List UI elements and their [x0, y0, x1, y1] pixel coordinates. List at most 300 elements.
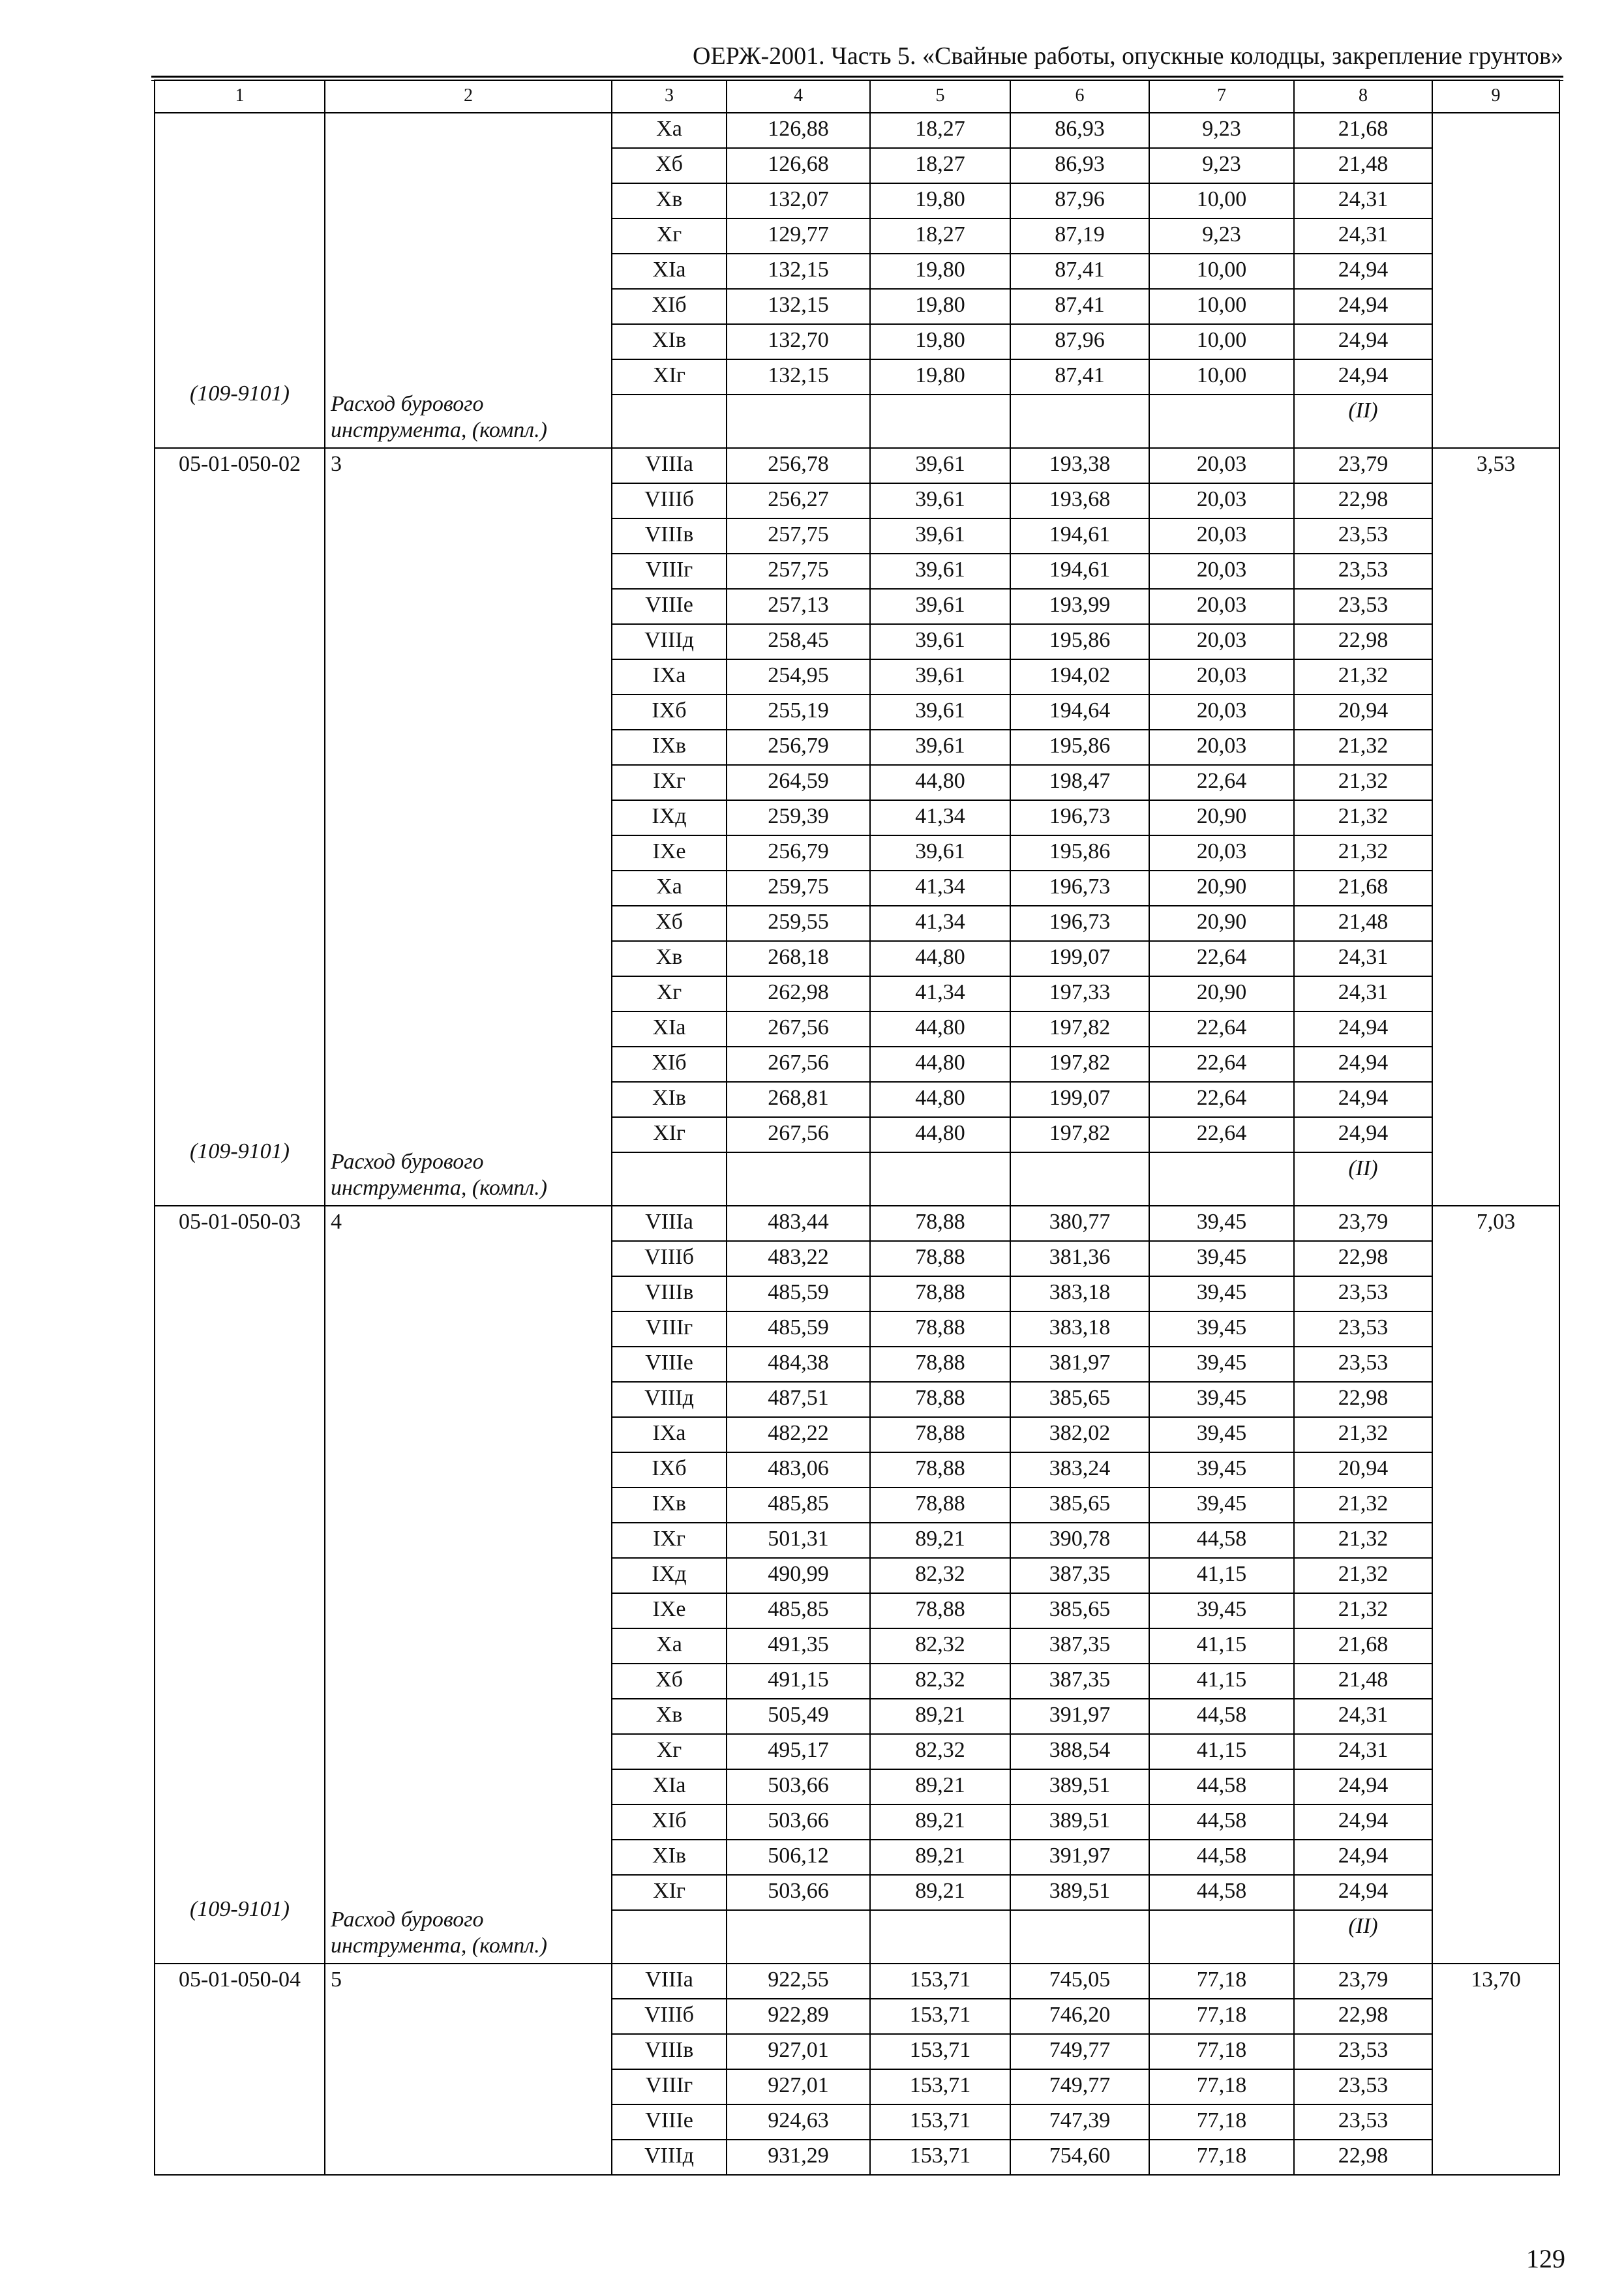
- value-cell: 78,88: [870, 1417, 1010, 1452]
- rate-code: 05-01-050-02: [179, 452, 301, 476]
- value-cell: 44,80: [870, 941, 1010, 976]
- value-cell: 195,86: [1010, 835, 1149, 871]
- soil-group-cell: IXб: [612, 695, 727, 730]
- value-cell: 21,48: [1294, 1664, 1432, 1699]
- value-cell: 78,88: [870, 1347, 1010, 1382]
- empty-cell: [727, 395, 870, 448]
- value-cell: 44,80: [870, 1117, 1010, 1152]
- value-cell: 385,65: [1010, 1593, 1149, 1628]
- value-cell: 22,64: [1149, 941, 1294, 976]
- value-cell: 78,88: [870, 1311, 1010, 1347]
- value-cell: 19,80: [870, 183, 1010, 218]
- soil-group-cell: XIв: [612, 1840, 727, 1875]
- value-cell: 44,58: [1149, 1804, 1294, 1840]
- value-cell: 23,79: [1294, 1964, 1432, 1999]
- rates-table: [154, 80, 1560, 2176]
- value-cell: 41,34: [870, 906, 1010, 941]
- rate-code: 05-01-050-04: [179, 1967, 301, 1992]
- value-cell: 485,85: [727, 1593, 870, 1628]
- empty-cell: [1149, 395, 1294, 448]
- value-cell: 39,61: [870, 730, 1010, 765]
- value-cell: 41,15: [1149, 1558, 1294, 1593]
- value-cell: 44,80: [870, 765, 1010, 800]
- group-code-cell: [155, 448, 325, 1206]
- value-cell: 18,27: [870, 218, 1010, 254]
- value-cell: 257,75: [727, 518, 870, 554]
- value-cell: 9,23: [1149, 148, 1294, 183]
- soil-group-cell: Xв: [612, 941, 727, 976]
- value-cell: 197,82: [1010, 1011, 1149, 1047]
- soil-group-cell: IXд: [612, 800, 727, 835]
- value-cell: 39,61: [870, 835, 1010, 871]
- value-cell: 194,61: [1010, 518, 1149, 554]
- column-header-4: 4: [727, 80, 870, 113]
- soil-group-cell: Xг: [612, 218, 727, 254]
- value-cell: 41,34: [870, 800, 1010, 835]
- value-cell: 20,03: [1149, 730, 1294, 765]
- table-row: [155, 1964, 1559, 1999]
- column-header-1: 1: [155, 80, 325, 113]
- resource-code: (109-9101): [190, 1897, 290, 1921]
- value-cell: 23,53: [1294, 1311, 1432, 1347]
- value-cell: 927,01: [727, 2069, 870, 2104]
- soil-group-cell: XIб: [612, 1047, 727, 1082]
- value-cell: 927,01: [727, 2034, 870, 2069]
- value-cell: 385,65: [1010, 1488, 1149, 1523]
- soil-group-cell: XIв: [612, 324, 727, 359]
- value-cell: 23,79: [1294, 448, 1432, 483]
- value-cell: 153,71: [870, 1999, 1010, 2034]
- value-cell: 196,73: [1010, 800, 1149, 835]
- value-cell: 23,53: [1294, 1276, 1432, 1311]
- value-cell: 254,95: [727, 659, 870, 695]
- value-cell: 381,97: [1010, 1347, 1149, 1382]
- value-cell: 389,51: [1010, 1769, 1149, 1804]
- group-code-cell: [155, 1206, 325, 1964]
- value-cell: 39,45: [1149, 1382, 1294, 1417]
- value-cell: 256,79: [727, 835, 870, 871]
- empty-cell: [1010, 1152, 1149, 1206]
- value-cell: 24,31: [1294, 218, 1432, 254]
- value-cell: 87,96: [1010, 183, 1149, 218]
- value-cell: 22,64: [1149, 765, 1294, 800]
- resource-name: Расход бурового инструмента, (компл.): [331, 1908, 547, 1958]
- value-cell: 389,51: [1010, 1875, 1149, 1910]
- value-cell: 255,19: [727, 695, 870, 730]
- value-cell: 82,32: [870, 1664, 1010, 1699]
- value-cell: 487,51: [727, 1382, 870, 1417]
- value-cell: 267,56: [727, 1047, 870, 1082]
- value-cell: 39,45: [1149, 1241, 1294, 1276]
- value-cell: 922,89: [727, 1999, 870, 2034]
- value-cell: 268,18: [727, 941, 870, 976]
- value-cell: 194,64: [1010, 695, 1149, 730]
- value-cell: 20,03: [1149, 695, 1294, 730]
- value-cell: 196,73: [1010, 871, 1149, 906]
- value-cell: 193,38: [1010, 448, 1149, 483]
- value-cell: 129,77: [727, 218, 870, 254]
- value-cell: 924,63: [727, 2104, 870, 2140]
- value-cell: 391,97: [1010, 1699, 1149, 1734]
- value-cell: 153,71: [870, 2140, 1010, 2175]
- soil-group-cell: VIIIб: [612, 1241, 727, 1276]
- resource-name: Расход бурового инструмента, (компл.): [331, 1150, 547, 1200]
- soil-group-cell: VIIIe: [612, 589, 727, 624]
- resource-category-cell: (II): [1294, 1910, 1432, 1964]
- value-cell: 383,18: [1010, 1311, 1149, 1347]
- value-cell: 39,45: [1149, 1347, 1294, 1382]
- soil-group-cell: IXб: [612, 1452, 727, 1488]
- page-number: 129: [1526, 2244, 1565, 2273]
- empty-cell: [870, 1152, 1010, 1206]
- value-cell: 503,66: [727, 1769, 870, 1804]
- empty-cell: [727, 1910, 870, 1964]
- table-row: [155, 113, 1559, 148]
- value-cell: 483,22: [727, 1241, 870, 1276]
- soil-group-cell: IXe: [612, 1593, 727, 1628]
- value-cell: 23,53: [1294, 589, 1432, 624]
- soil-group-cell: IXд: [612, 1558, 727, 1593]
- value-cell: 391,97: [1010, 1840, 1149, 1875]
- soil-group-cell: XIa: [612, 1769, 727, 1804]
- rate-code: 05-01-050-03: [179, 1210, 301, 1234]
- value-cell: 196,73: [1010, 906, 1149, 941]
- value-cell: 257,13: [727, 589, 870, 624]
- value-cell: 199,07: [1010, 1082, 1149, 1117]
- value-cell: 87,96: [1010, 324, 1149, 359]
- value-cell: 256,78: [727, 448, 870, 483]
- soil-group-cell: XIa: [612, 1011, 727, 1047]
- value-cell: 387,35: [1010, 1664, 1149, 1699]
- value-cell: 78,88: [870, 1452, 1010, 1488]
- soil-group-cell: XIa: [612, 254, 727, 289]
- value-cell: 21,32: [1294, 765, 1432, 800]
- value-cell: 922,55: [727, 1964, 870, 1999]
- value-cell: 78,88: [870, 1206, 1010, 1241]
- value-cell: 23,53: [1294, 1347, 1432, 1382]
- empty-cell: [612, 395, 727, 448]
- value-cell: 22,64: [1149, 1047, 1294, 1082]
- value-cell: 18,27: [870, 148, 1010, 183]
- value-cell: 745,05: [1010, 1964, 1149, 1999]
- value-cell: 268,81: [727, 1082, 870, 1117]
- value-cell: 41,34: [870, 871, 1010, 906]
- value-cell: 749,77: [1010, 2069, 1149, 2104]
- rate-name: 4: [331, 1210, 342, 1234]
- value-cell: 22,98: [1294, 1382, 1432, 1417]
- resource-name: Расход бурового инструмента, (компл.): [331, 392, 547, 442]
- value-cell: 78,88: [870, 1593, 1010, 1628]
- empty-cell: [1010, 1910, 1149, 1964]
- soil-group-cell: Xб: [612, 1664, 727, 1699]
- value-cell: 256,27: [727, 483, 870, 518]
- soil-group-cell: IXa: [612, 1417, 727, 1452]
- value-cell: 77,18: [1149, 1964, 1294, 1999]
- value-cell: 199,07: [1010, 941, 1149, 976]
- value-cell: 21,68: [1294, 1628, 1432, 1664]
- value-cell: 505,49: [727, 1699, 870, 1734]
- value-cell: 22,98: [1294, 483, 1432, 518]
- column-number-row: [155, 80, 1559, 113]
- value-cell: 747,39: [1010, 2104, 1149, 2140]
- value-cell: 19,80: [870, 254, 1010, 289]
- value-cell: 78,88: [870, 1488, 1010, 1523]
- value-cell: 389,51: [1010, 1804, 1149, 1840]
- soil-group-cell: Xa: [612, 113, 727, 148]
- resource-code: (109-9101): [190, 382, 290, 406]
- value-cell: 193,68: [1010, 483, 1149, 518]
- value-cell: 22,98: [1294, 1241, 1432, 1276]
- value-cell: 21,48: [1294, 148, 1432, 183]
- value-cell: 39,45: [1149, 1452, 1294, 1488]
- value-cell: 44,80: [870, 1082, 1010, 1117]
- value-cell: 39,45: [1149, 1206, 1294, 1241]
- value-cell: 21,32: [1294, 1523, 1432, 1558]
- value-cell: 89,21: [870, 1769, 1010, 1804]
- value-cell: 23,53: [1294, 2069, 1432, 2104]
- value-cell: 195,86: [1010, 624, 1149, 659]
- page-header: ОЕРЖ-2001. Часть 5. «Свайные работы, опускные колодцы, закрепление грунтов»: [151, 37, 1563, 78]
- value-cell: 41,15: [1149, 1664, 1294, 1699]
- resource-category-cell: (II): [1294, 1152, 1432, 1206]
- soil-group-cell: Xб: [612, 148, 727, 183]
- value-cell: 89,21: [870, 1840, 1010, 1875]
- soil-group-cell: Xг: [612, 976, 727, 1011]
- value-cell: 44,58: [1149, 1523, 1294, 1558]
- table-row: [155, 1206, 1559, 1241]
- soil-group-cell: VIIIд: [612, 2140, 727, 2175]
- value-cell: 86,93: [1010, 148, 1149, 183]
- value-cell: 267,56: [727, 1011, 870, 1047]
- value-cell: 21,32: [1294, 835, 1432, 871]
- value-cell: 746,20: [1010, 1999, 1149, 2034]
- value-cell: 20,90: [1149, 976, 1294, 1011]
- value-cell: 87,41: [1010, 359, 1149, 395]
- value-cell: 20,90: [1149, 906, 1294, 941]
- value-cell: 39,45: [1149, 1417, 1294, 1452]
- value-cell: 24,94: [1294, 1804, 1432, 1840]
- value-cell: 20,03: [1149, 624, 1294, 659]
- soil-group-cell: VIIIe: [612, 2104, 727, 2140]
- value-cell: 82,32: [870, 1734, 1010, 1769]
- value-cell: 483,06: [727, 1452, 870, 1488]
- value-cell: 10,00: [1149, 289, 1294, 324]
- value-cell: 20,90: [1149, 800, 1294, 835]
- empty-cell: [1010, 395, 1149, 448]
- value-cell: 256,79: [727, 730, 870, 765]
- value-cell: 132,15: [727, 254, 870, 289]
- value-cell: 21,32: [1294, 730, 1432, 765]
- value-cell: 198,47: [1010, 765, 1149, 800]
- soil-group-cell: IXг: [612, 765, 727, 800]
- value-cell: 383,18: [1010, 1276, 1149, 1311]
- value-cell: 44,58: [1149, 1769, 1294, 1804]
- column-header-8: 8: [1294, 80, 1432, 113]
- soil-group-cell: VIIIд: [612, 1382, 727, 1417]
- value-cell: 484,38: [727, 1347, 870, 1382]
- value-cell: 21,32: [1294, 659, 1432, 695]
- soil-group-cell: VIIIa: [612, 1964, 727, 1999]
- value-cell: 39,61: [870, 483, 1010, 518]
- value-cell: 503,66: [727, 1875, 870, 1910]
- value-cell: 20,03: [1149, 589, 1294, 624]
- column-header-2: 2: [325, 80, 612, 113]
- value-cell: 23,53: [1294, 518, 1432, 554]
- group-name-cell: [325, 1964, 612, 2175]
- col9-value-cell: 13,70: [1432, 1964, 1559, 2175]
- group-code-cell: [155, 1964, 325, 2175]
- soil-group-cell: VIIIг: [612, 2069, 727, 2104]
- value-cell: 153,71: [870, 2104, 1010, 2140]
- empty-cell: [612, 1152, 727, 1206]
- soil-group-cell: VIIIг: [612, 554, 727, 589]
- value-cell: 132,15: [727, 289, 870, 324]
- soil-group-cell: XIб: [612, 1804, 727, 1840]
- value-cell: 22,64: [1149, 1011, 1294, 1047]
- value-cell: 23,53: [1294, 2104, 1432, 2140]
- column-header-9: 9: [1432, 80, 1559, 113]
- value-cell: 19,80: [870, 324, 1010, 359]
- value-cell: 89,21: [870, 1699, 1010, 1734]
- soil-group-cell: Xв: [612, 183, 727, 218]
- value-cell: 22,64: [1149, 1117, 1294, 1152]
- value-cell: 44,80: [870, 1011, 1010, 1047]
- value-cell: 89,21: [870, 1523, 1010, 1558]
- value-cell: 126,68: [727, 148, 870, 183]
- resource-category-cell: (II): [1294, 395, 1432, 448]
- value-cell: 39,61: [870, 624, 1010, 659]
- value-cell: 10,00: [1149, 254, 1294, 289]
- value-cell: 21,68: [1294, 113, 1432, 148]
- value-cell: 383,24: [1010, 1452, 1149, 1488]
- value-cell: 39,61: [870, 554, 1010, 589]
- value-cell: 749,77: [1010, 2034, 1149, 2069]
- column-header-3: 3: [612, 80, 727, 113]
- soil-group-cell: VIIIв: [612, 1276, 727, 1311]
- value-cell: 380,77: [1010, 1206, 1149, 1241]
- value-cell: 153,71: [870, 2034, 1010, 2069]
- value-cell: 21,32: [1294, 1417, 1432, 1452]
- value-cell: 195,86: [1010, 730, 1149, 765]
- value-cell: 19,80: [870, 359, 1010, 395]
- soil-group-cell: Xб: [612, 906, 727, 941]
- value-cell: 77,18: [1149, 2104, 1294, 2140]
- soil-group-cell: IXг: [612, 1523, 727, 1558]
- empty-cell: [1149, 1152, 1294, 1206]
- value-cell: 82,32: [870, 1628, 1010, 1664]
- value-cell: 257,75: [727, 554, 870, 589]
- value-cell: 24,31: [1294, 941, 1432, 976]
- value-cell: 24,94: [1294, 1082, 1432, 1117]
- value-cell: 931,29: [727, 2140, 870, 2175]
- value-cell: 485,59: [727, 1311, 870, 1347]
- value-cell: 39,61: [870, 659, 1010, 695]
- value-cell: 24,94: [1294, 289, 1432, 324]
- col9-value-cell: [1432, 113, 1559, 448]
- value-cell: 10,00: [1149, 359, 1294, 395]
- value-cell: 24,94: [1294, 1875, 1432, 1910]
- value-cell: 491,15: [727, 1664, 870, 1699]
- soil-group-cell: VIIIв: [612, 518, 727, 554]
- soil-group-cell: VIIIa: [612, 1206, 727, 1241]
- value-cell: 132,07: [727, 183, 870, 218]
- value-cell: 39,61: [870, 695, 1010, 730]
- soil-group-cell: IXв: [612, 730, 727, 765]
- value-cell: 39,45: [1149, 1488, 1294, 1523]
- empty-cell: [1149, 1910, 1294, 1964]
- group-name-cell: [325, 1206, 612, 1964]
- value-cell: 264,59: [727, 765, 870, 800]
- value-cell: 20,03: [1149, 483, 1294, 518]
- value-cell: 387,35: [1010, 1628, 1149, 1664]
- value-cell: 485,59: [727, 1276, 870, 1311]
- soil-group-cell: XIб: [612, 289, 727, 324]
- value-cell: 41,34: [870, 976, 1010, 1011]
- value-cell: 491,35: [727, 1628, 870, 1664]
- value-cell: 24,94: [1294, 1769, 1432, 1804]
- value-cell: 77,18: [1149, 2140, 1294, 2175]
- value-cell: 21,32: [1294, 1593, 1432, 1628]
- soil-group-cell: Xa: [612, 1628, 727, 1664]
- value-cell: 22,98: [1294, 1999, 1432, 2034]
- value-cell: 194,02: [1010, 659, 1149, 695]
- value-cell: 259,75: [727, 871, 870, 906]
- soil-group-cell: Xг: [612, 1734, 727, 1769]
- value-cell: 21,48: [1294, 906, 1432, 941]
- value-cell: 24,31: [1294, 1734, 1432, 1769]
- value-cell: 21,32: [1294, 1558, 1432, 1593]
- value-cell: 10,00: [1149, 324, 1294, 359]
- value-cell: 78,88: [870, 1241, 1010, 1276]
- value-cell: 132,15: [727, 359, 870, 395]
- soil-group-cell: VIIIe: [612, 1347, 727, 1382]
- value-cell: 23,79: [1294, 1206, 1432, 1241]
- value-cell: 197,33: [1010, 976, 1149, 1011]
- value-cell: 39,45: [1149, 1593, 1294, 1628]
- value-cell: 20,03: [1149, 448, 1294, 483]
- value-cell: 194,61: [1010, 554, 1149, 589]
- value-cell: 390,78: [1010, 1523, 1149, 1558]
- value-cell: 388,54: [1010, 1734, 1149, 1769]
- value-cell: 21,68: [1294, 871, 1432, 906]
- value-cell: 24,94: [1294, 1840, 1432, 1875]
- value-cell: 24,94: [1294, 1011, 1432, 1047]
- empty-cell: [870, 395, 1010, 448]
- value-cell: 10,00: [1149, 183, 1294, 218]
- value-cell: 41,15: [1149, 1628, 1294, 1664]
- value-cell: 20,94: [1294, 695, 1432, 730]
- value-cell: 20,03: [1149, 835, 1294, 871]
- soil-group-cell: Xв: [612, 1699, 727, 1734]
- group-name-cell: [325, 448, 612, 1206]
- soil-group-cell: VIIIa: [612, 448, 727, 483]
- value-cell: 24,94: [1294, 1117, 1432, 1152]
- value-cell: 193,99: [1010, 589, 1149, 624]
- group-code-cell: [155, 113, 325, 448]
- value-cell: 482,22: [727, 1417, 870, 1452]
- value-cell: 22,98: [1294, 624, 1432, 659]
- value-cell: 77,18: [1149, 2069, 1294, 2104]
- value-cell: 153,71: [870, 1964, 1010, 1999]
- value-cell: 259,55: [727, 906, 870, 941]
- column-header-5: 5: [870, 80, 1010, 113]
- value-cell: 9,23: [1149, 113, 1294, 148]
- value-cell: 86,93: [1010, 113, 1149, 148]
- value-cell: 19,80: [870, 289, 1010, 324]
- rate-name: 5: [331, 1967, 342, 1992]
- column-header-6: 6: [1010, 80, 1149, 113]
- soil-group-cell: VIIIб: [612, 1999, 727, 2034]
